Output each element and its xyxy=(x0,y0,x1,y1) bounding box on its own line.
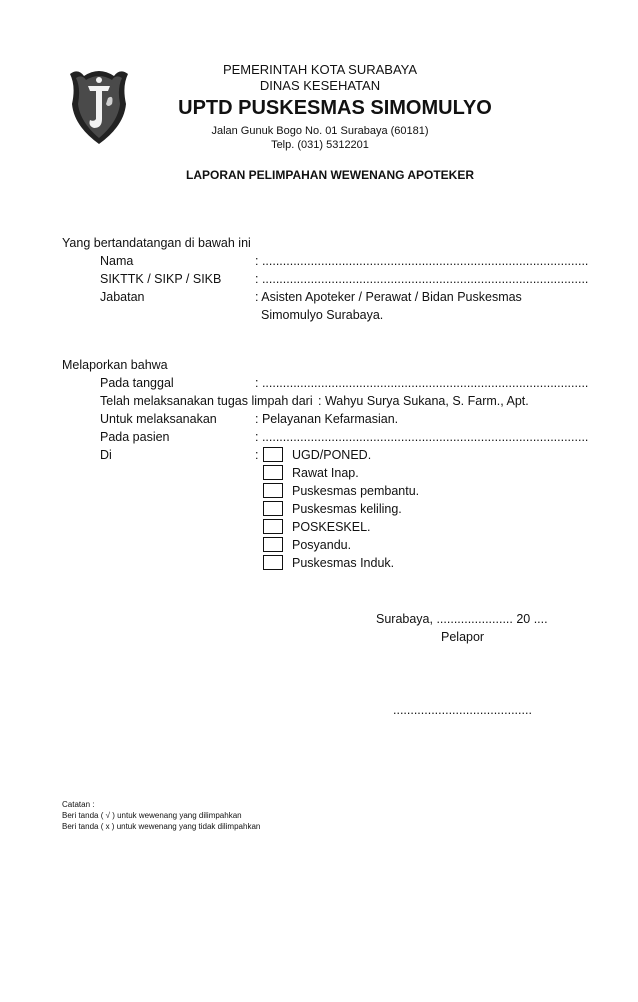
place-checkbox[interactable] xyxy=(263,537,283,552)
place-checkbox[interactable] xyxy=(263,447,283,462)
place-option: UGD/PONED. xyxy=(292,448,372,462)
signer-intro: Yang bertandatangan di bawah ini xyxy=(62,236,251,250)
delegated-from-value: : Wahyu Surya Sukana, S. Farm., Apt. xyxy=(318,394,529,408)
surabaya-emblem-logo xyxy=(64,64,134,148)
government-name: PEMERINTAH KOTA SURABAYA xyxy=(222,62,418,77)
date-value: : .............................................................................................. xyxy=(255,376,589,390)
delegated-from-label: Telah melaksanakan tugas limpah dari xyxy=(100,394,313,408)
purpose-value: : Pelayanan Kefarmasian. xyxy=(255,412,399,426)
name-label: Nama xyxy=(100,254,134,268)
place-colon: : xyxy=(255,448,259,462)
signature-line: ........................................ xyxy=(393,703,532,717)
place-option: Posyandu. xyxy=(292,538,352,552)
notes-line-2: Beri tanda ( x ) untuk wewenang yang tidak dilimpahkan xyxy=(62,822,261,831)
signature-role: Pelapor xyxy=(441,630,485,644)
role-label: Jabatan xyxy=(100,290,145,304)
report-intro: Melaporkan bahwa xyxy=(62,358,168,372)
place-checkbox[interactable] xyxy=(263,519,283,534)
address: Jalan Gunuk Bogo No. 01 Surabaya (60181) xyxy=(211,125,429,137)
place-checkbox[interactable] xyxy=(263,465,283,480)
name-value: : .............................................................................................. xyxy=(255,254,589,268)
patient-label: Pada pasien xyxy=(100,430,170,444)
place-checkbox[interactable] xyxy=(263,501,283,516)
institution-title: UPTD PUSKESMAS SIMOMULYO xyxy=(178,97,492,119)
notes-line-1: Beri tanda ( √ ) untuk wewenang yang dilimpahkan xyxy=(62,811,242,820)
patient-value: : .............................................................................................. xyxy=(255,430,589,444)
place-label: Di xyxy=(100,448,112,462)
place-option: Puskesmas Induk. xyxy=(292,556,395,570)
notes-title: Catatan : xyxy=(62,800,95,809)
report-title: LAPORAN PELIMPAHAN WEWENANG APOTEKER xyxy=(186,168,474,182)
place-option: Puskesmas keliling. xyxy=(292,502,402,516)
place-checkbox[interactable] xyxy=(263,483,283,498)
license-label: SIKTTK / SIKP / SIKB xyxy=(100,272,222,286)
department-name: DINAS KESEHATAN xyxy=(259,78,381,93)
place-checkbox[interactable] xyxy=(263,555,283,570)
place-option: Puskesmas pembantu. xyxy=(292,484,420,498)
purpose-label: Untuk melaksanakan xyxy=(100,412,217,426)
role-value-continued: Simomulyo Surabaya. xyxy=(261,308,384,322)
place-option: Rawat Inap. xyxy=(292,466,359,480)
signature-place-date: Surabaya, ...................... 20 .... xyxy=(376,612,548,626)
license-value: : .............................................................................................. xyxy=(255,272,589,286)
phone: Telp. (031) 5312201 xyxy=(271,139,369,151)
place-option: POSKESKEL. xyxy=(292,520,371,534)
role-value: : Asisten Apoteker / Perawat / Bidan Puskesmas xyxy=(255,290,522,304)
date-label: Pada tanggal xyxy=(100,376,174,390)
